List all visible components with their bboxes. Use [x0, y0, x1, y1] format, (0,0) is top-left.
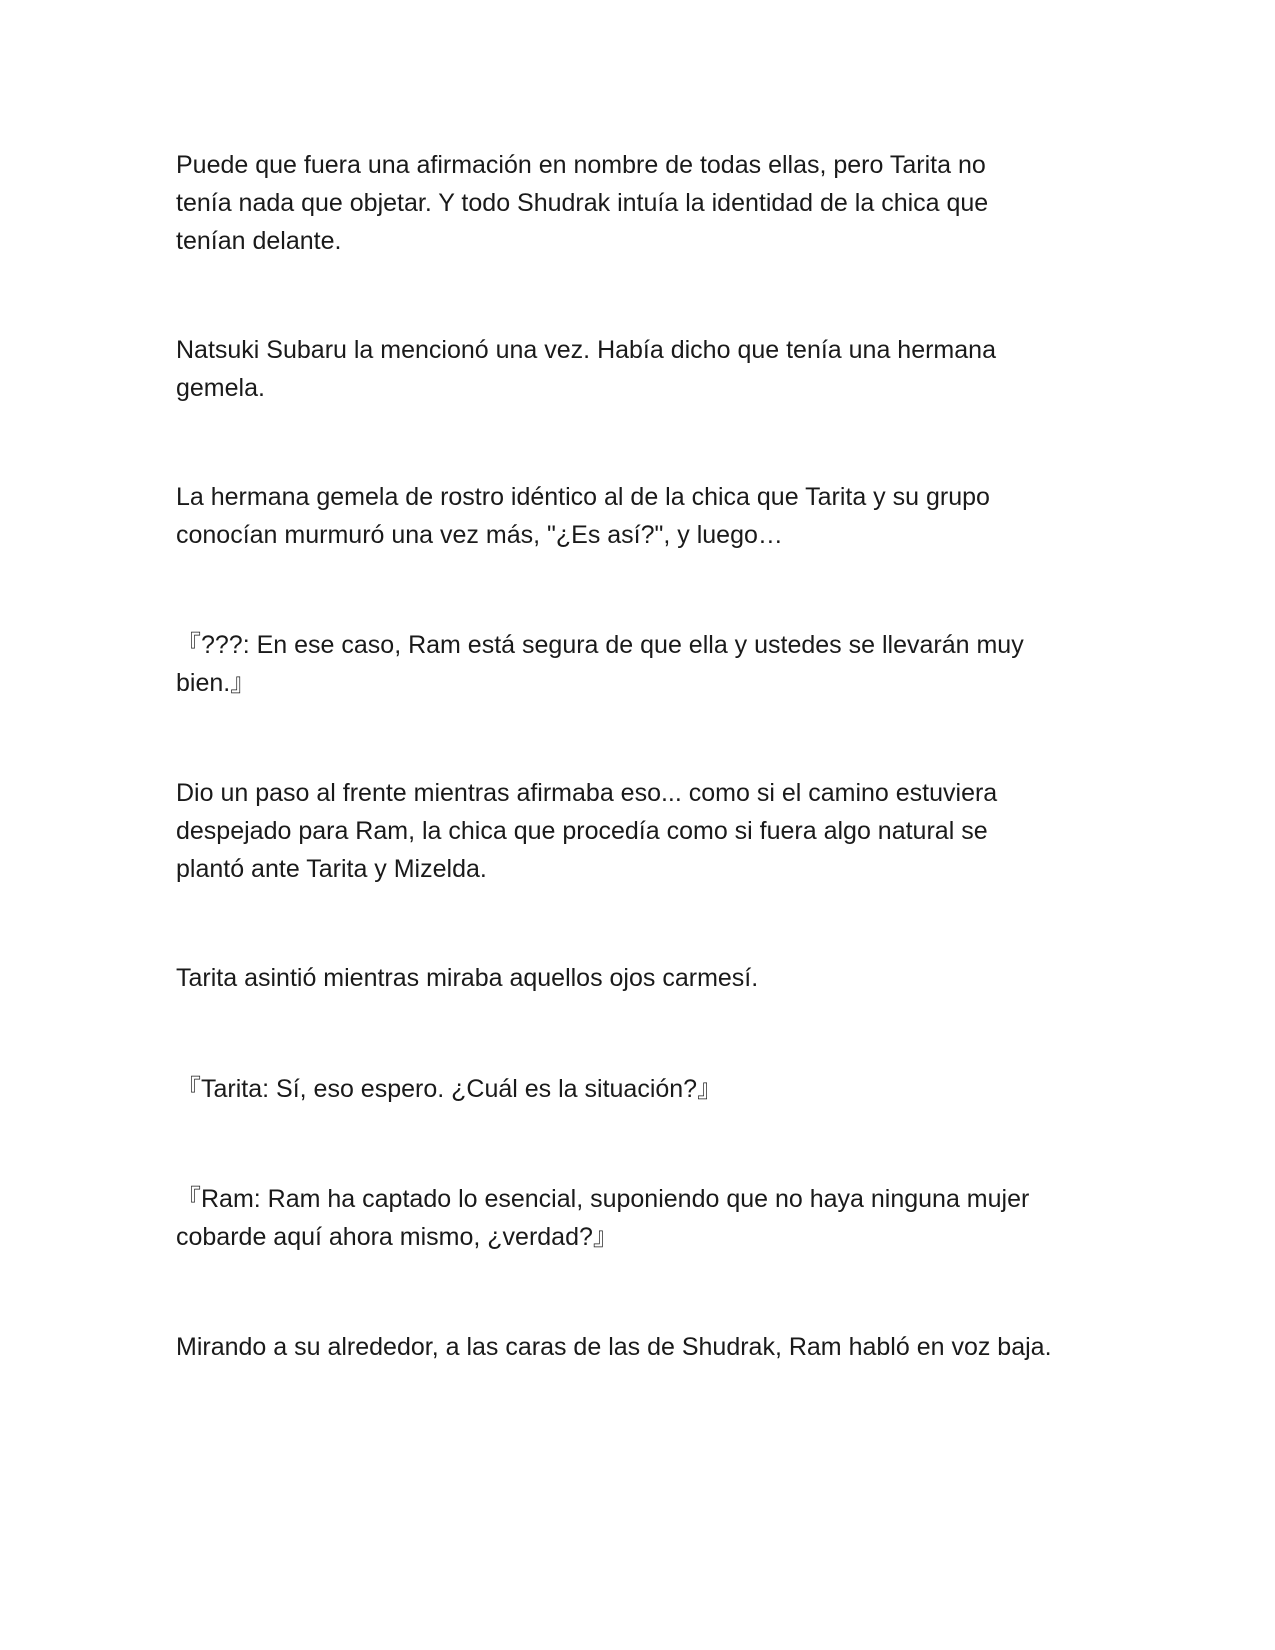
paragraph-9: Mirando a su alrededor, a las caras de las de Shudrak, Ram habló en voz baja.	[176, 1333, 1052, 1361]
paragraph-2: Natsuki Subaru la mencionó una vez. Había dicho que tenía una hermana gemela.	[176, 336, 996, 402]
dialogue-unknown-speaker: 『???: En ese caso, Ram está segura de que ella y ustedes se llevarán muy bien.』	[176, 631, 1024, 697]
paragraph-3: La hermana gemela de rostro idéntico al de la chica que Tarita y su grupo conocían murmuró una vez más, "¿Es así?", y luego…	[176, 483, 990, 549]
paragraph-1: Puede que fuera una afirmación en nombre de todas ellas, pero Tarita no tenía nada que objetar. Y todo Shudrak intuía la identidad de la chica que tenían delante.	[176, 151, 989, 255]
dialogue-ram: 『Ram: Ram ha captado lo esencial, suponiendo que no haya ninguna mujer cobarde aquí ahora mismo, ¿verdad?』	[176, 1185, 1030, 1251]
paragraph-6: Tarita asintió mientras miraba aquellos ojos carmesí.	[176, 964, 759, 992]
dialogue-tarita: 『Tarita: Sí, eso espero. ¿Cuál es la situación?』	[176, 1075, 723, 1103]
paragraph-5: Dio un paso al frente mientras afirmaba eso... como si el camino estuviera despejado para Ram, la chica que procedía como si fuera algo natural se plantó ante Tarita y Mizelda.	[176, 779, 998, 883]
